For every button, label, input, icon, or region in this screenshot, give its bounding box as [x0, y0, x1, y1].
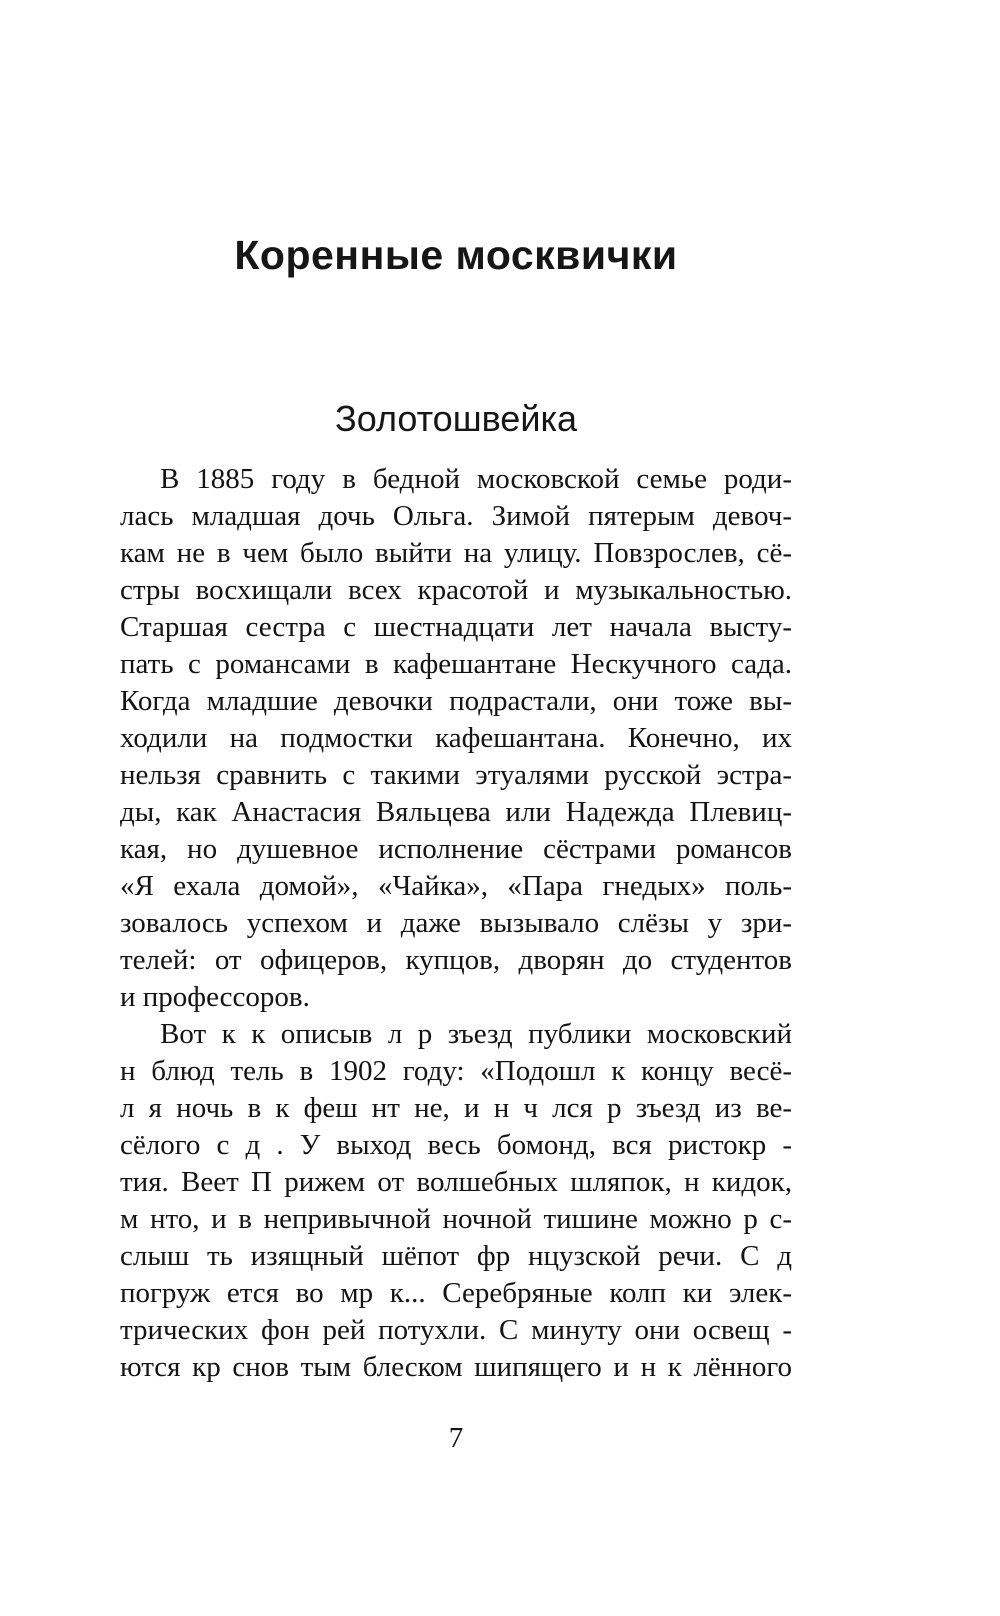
- text-line: и профессоров.: [120, 981, 310, 1013]
- text-line: стры восхищали всех красотой и музыкальностью.: [120, 574, 792, 606]
- body-text: [120, 461, 792, 1386]
- paragraph: [120, 1016, 792, 1386]
- text-line: Вот к к описыв л р зъезд публики московский: [160, 1018, 792, 1050]
- text-line: ходили на подмостки кафешантана. Конечно, их: [120, 722, 792, 754]
- text-line: тия. Веет П рижем от волшебных шляпок, н кидок,: [120, 1166, 792, 1198]
- text-line: Когда младшие девочки подрастали, они тоже вы-: [120, 685, 792, 717]
- text-line: Старшая сестра с шестнадцати лет начала высту-: [120, 611, 792, 643]
- text-line: пать с романсами в кафешантане Нескучного сада.: [120, 648, 792, 680]
- text-line: нельзя сравнить с такими этуалями русской эстра-: [120, 759, 792, 791]
- text-line: лась младшая дочь Ольга. Зимой пятерым девоч-: [120, 500, 792, 532]
- text-line: сёлого с д . У выход весь бомонд, вся ристокр -: [120, 1129, 792, 1161]
- text-line: м нто, и в непривычной ночной тишине можно р с-: [120, 1203, 792, 1235]
- paragraph: [120, 461, 792, 1016]
- text-line: погруж ется во мр к... Серебряные колп ки элек-: [120, 1277, 792, 1309]
- chapter-title: Коренные москвички: [234, 232, 678, 278]
- text-line: В 1885 году в бедной московской семье роди-: [160, 463, 792, 495]
- text-line: кая, но душевное исполнение сёстрами романсов: [120, 833, 792, 865]
- page-number: 7: [448, 1422, 464, 1454]
- text-line: «Я ехала домой», «Чайка», «Пара гнедых» поль-: [120, 870, 792, 902]
- text-line: кам не в чем было выйти на улицу. Повзрослев, сё-: [120, 537, 792, 569]
- text-line: телей: от офицеров, купцов, дворян до студентов: [120, 944, 792, 976]
- text-line: ды, как Анастасия Вяльцева или Надежда Плевиц-: [120, 796, 792, 828]
- text-line: л я ночь в к феш нт не, и н ч лся р зъезд из ве-: [120, 1092, 792, 1124]
- text-line: н блюд тель в 1902 году: «Подошл к концу весё-: [120, 1055, 792, 1087]
- text-line: ются кр снов тым блеском шипящего и н к лённого: [120, 1351, 792, 1383]
- text-line: зовалось успехом и даже вызывало слёзы у зри-: [120, 907, 792, 939]
- section-title: Золотошвейка: [334, 398, 577, 439]
- text-line: слыш ть изящный шёпот фр нцузской речи. С д: [120, 1240, 792, 1272]
- text-line: трических фон рей потухли. С минуту они освещ -: [120, 1314, 792, 1346]
